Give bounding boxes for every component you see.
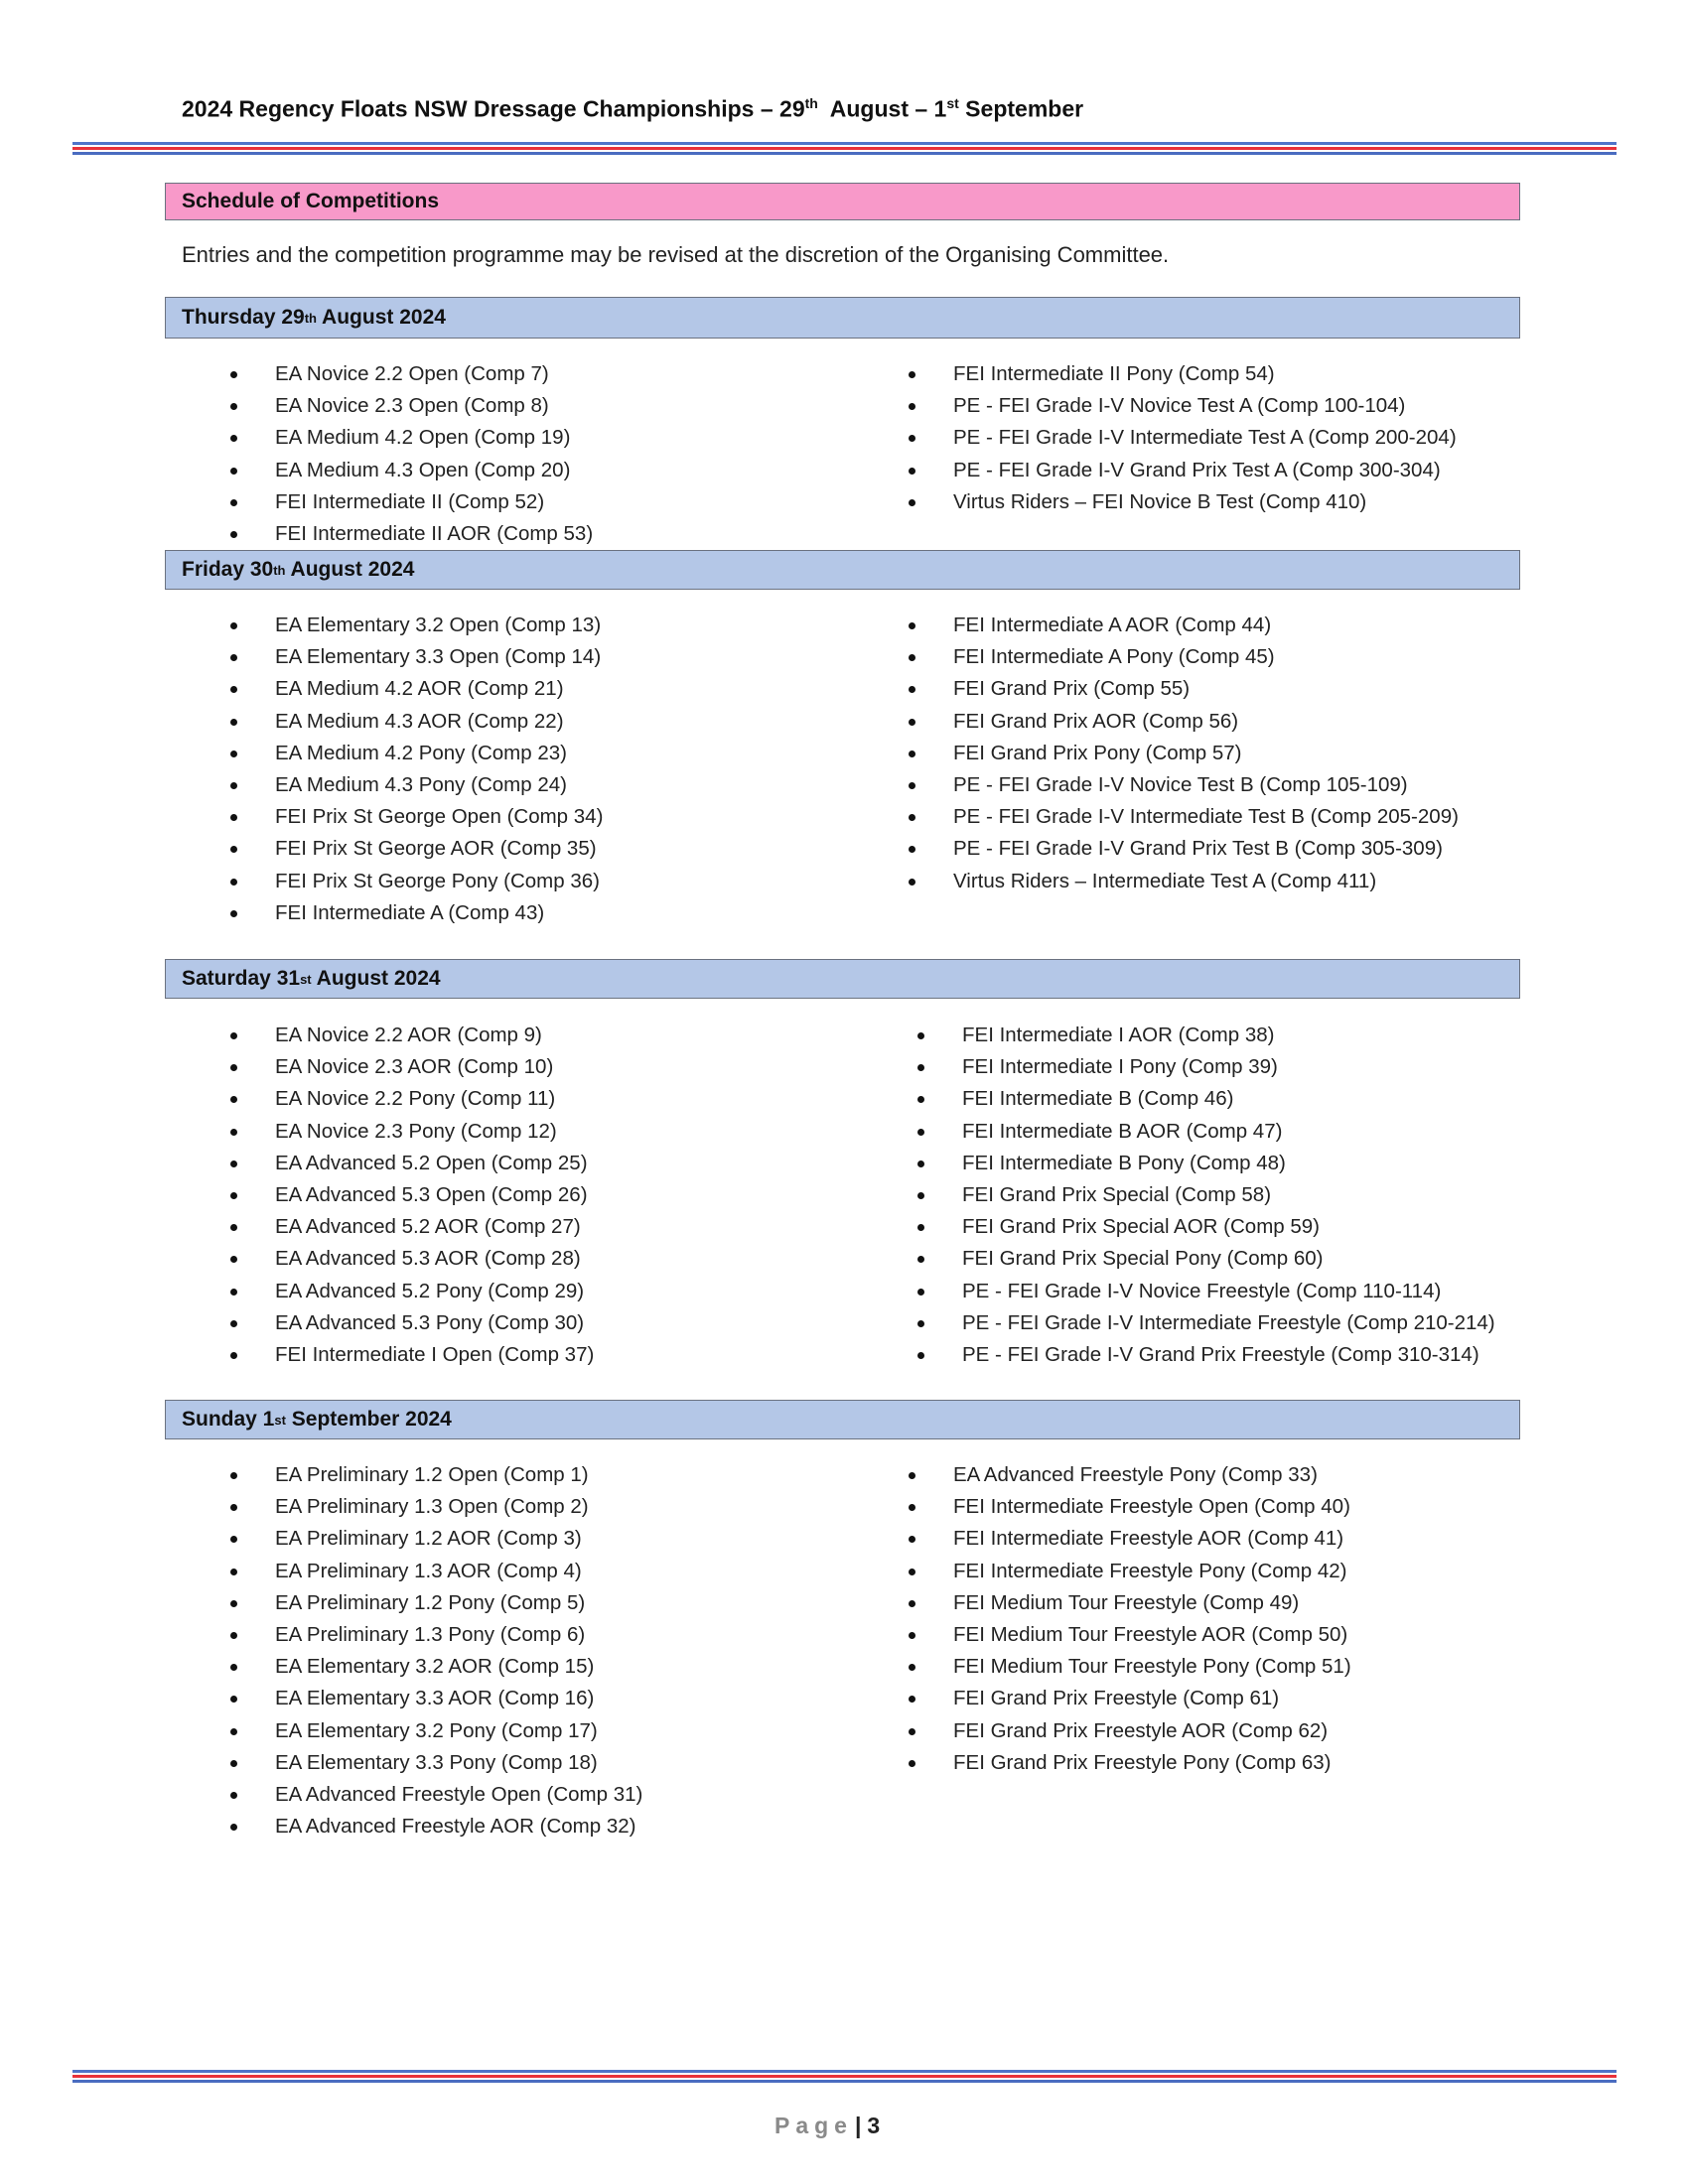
list-item: FEI Intermediate B (Comp 46) [917, 1083, 1495, 1115]
list-item: EA Advanced 5.2 AOR (Comp 27) [230, 1211, 594, 1243]
title-sup-2: st [946, 95, 959, 111]
list-item: EA Novice 2.3 Open (Comp 8) [230, 390, 593, 422]
list-item: PE - FEI Grade I-V Intermediate Test B (Comp 205-209) [909, 801, 1459, 833]
list-item: FEI Grand Prix Freestyle (Comp 61) [909, 1683, 1351, 1714]
list-item: EA Novice 2.2 Pony (Comp 11) [230, 1083, 594, 1115]
day-label-rest: August 2024 [317, 306, 446, 329]
saturday-left-list [230, 1020, 594, 1371]
list-item: FEI Grand Prix (Comp 55) [909, 673, 1459, 705]
list-item: EA Advanced 5.3 Open (Comp 26) [230, 1179, 594, 1211]
title-text-3: September [958, 95, 1084, 122]
list-item: FEI Intermediate Freestyle Pony (Comp 42) [909, 1556, 1351, 1587]
list-item: EA Elementary 3.3 AOR (Comp 16) [230, 1683, 642, 1714]
list-item: EA Elementary 3.2 Pony (Comp 17) [230, 1715, 642, 1747]
day-label-rest: August 2024 [311, 967, 441, 990]
list-item: FEI Grand Prix Special (Comp 58) [917, 1179, 1495, 1211]
footer-divider [72, 2070, 1617, 2085]
sunday-right-list [909, 1459, 1351, 1779]
list-item: FEI Grand Prix Special AOR (Comp 59) [917, 1211, 1495, 1243]
list-item: EA Medium 4.2 Open (Comp 19) [230, 422, 593, 454]
list-item: EA Advanced 5.2 Pony (Comp 29) [230, 1276, 594, 1307]
list-item: EA Preliminary 1.3 Pony (Comp 6) [230, 1619, 642, 1651]
day-label-sup: th [304, 310, 317, 326]
list-item: FEI Intermediate I AOR (Comp 38) [917, 1020, 1495, 1051]
list-item: EA Medium 4.2 AOR (Comp 21) [230, 673, 603, 705]
list-item: FEI Grand Prix Freestyle AOR (Comp 62) [909, 1715, 1351, 1747]
day-label-sup: st [274, 1412, 286, 1428]
list-item: EA Elementary 3.3 Pony (Comp 18) [230, 1747, 642, 1779]
list-item: FEI Intermediate B AOR (Comp 47) [917, 1116, 1495, 1148]
list-item: EA Medium 4.3 AOR (Comp 22) [230, 706, 603, 738]
list-item: EA Advanced Freestyle Open (Comp 31) [230, 1779, 642, 1811]
friday-right-list [909, 610, 1459, 897]
title-sup-1: th [804, 95, 818, 111]
list-item: FEI Intermediate II AOR (Comp 53) [230, 518, 593, 550]
day-label: Friday 30 [182, 558, 274, 581]
list-item: FEI Grand Prix Freestyle Pony (Comp 63) [909, 1747, 1351, 1779]
list-item: EA Elementary 3.3 Open (Comp 14) [230, 641, 603, 673]
day-label-sup: st [300, 971, 312, 987]
day-heading-sunday [165, 1400, 1520, 1439]
list-item: FEI Intermediate A (Comp 43) [230, 897, 603, 929]
list-item: FEI Grand Prix Pony (Comp 57) [909, 738, 1459, 769]
list-item: FEI Prix St George AOR (Comp 35) [230, 833, 603, 865]
page-number-value: 3 [867, 2113, 881, 2138]
list-item: FEI Medium Tour Freestyle Pony (Comp 51) [909, 1651, 1351, 1683]
day-label: Saturday 31 [182, 967, 301, 990]
document-title [182, 95, 1083, 123]
list-item: EA Advanced 5.2 Open (Comp 25) [230, 1148, 594, 1179]
day-heading-saturday [165, 959, 1520, 999]
list-item: EA Novice 2.3 AOR (Comp 10) [230, 1051, 594, 1083]
saturday-right-list [917, 1020, 1495, 1371]
day-label-rest: August 2024 [285, 558, 415, 581]
list-item: EA Novice 2.3 Pony (Comp 12) [230, 1116, 594, 1148]
thursday-left-list [230, 358, 593, 550]
list-item: EA Advanced Freestyle Pony (Comp 33) [909, 1459, 1351, 1491]
list-item: FEI Intermediate I Open (Comp 37) [230, 1339, 594, 1371]
list-item: FEI Medium Tour Freestyle AOR (Comp 50) [909, 1619, 1351, 1651]
schedule-note: Entries and the competition programme may be revised at the discretion of the Organising Committee. [182, 242, 1170, 267]
title-text-2: August – 1 [817, 95, 947, 122]
list-item: FEI Intermediate II (Comp 52) [230, 486, 593, 518]
list-item: EA Medium 4.3 Pony (Comp 24) [230, 769, 603, 801]
list-item: PE - FEI Grade I-V Grand Prix Test B (Comp 305-309) [909, 833, 1459, 865]
list-item: EA Medium 4.2 Pony (Comp 23) [230, 738, 603, 769]
list-item: FEI Intermediate Freestyle Open (Comp 40) [909, 1491, 1351, 1523]
list-item: EA Preliminary 1.3 Open (Comp 2) [230, 1491, 642, 1523]
list-item: PE - FEI Grade I-V Novice Test A (Comp 100-104) [909, 390, 1457, 422]
list-item: EA Preliminary 1.2 Pony (Comp 5) [230, 1587, 642, 1619]
list-item: PE - FEI Grade I-V Grand Prix Freestyle (Comp 310-314) [917, 1339, 1495, 1371]
list-item: EA Advanced 5.3 Pony (Comp 30) [230, 1307, 594, 1339]
list-item: FEI Grand Prix AOR (Comp 56) [909, 706, 1459, 738]
title-text-1: 2024 Regency Floats NSW Dressage Championships – 29 [182, 95, 805, 122]
list-item: EA Preliminary 1.3 AOR (Comp 4) [230, 1556, 642, 1587]
friday-left-list [230, 610, 603, 929]
list-item: EA Elementary 3.2 AOR (Comp 15) [230, 1651, 642, 1683]
list-item: Virtus Riders – Intermediate Test A (Comp 411) [909, 866, 1459, 897]
list-item: FEI Intermediate II Pony (Comp 54) [909, 358, 1457, 390]
list-item: FEI Prix St George Pony (Comp 36) [230, 866, 603, 897]
list-item: PE - FEI Grade I-V Intermediate Test A (Comp 200-204) [909, 422, 1457, 454]
day-label: Thursday 29 [182, 306, 305, 329]
list-item: FEI Intermediate A AOR (Comp 44) [909, 610, 1459, 641]
day-heading-thursday [165, 297, 1520, 339]
header-divider [72, 142, 1617, 157]
day-heading-friday [165, 550, 1520, 590]
thursday-right-list [909, 358, 1457, 518]
list-item: FEI Medium Tour Freestyle (Comp 49) [909, 1587, 1351, 1619]
list-item: FEI Intermediate A Pony (Comp 45) [909, 641, 1459, 673]
schedule-heading-text: Schedule of Competitions [182, 190, 440, 212]
list-item: FEI Prix St George Open (Comp 34) [230, 801, 603, 833]
list-item: EA Preliminary 1.2 AOR (Comp 3) [230, 1523, 642, 1555]
list-item: PE - FEI Grade I-V Intermediate Freestyle (Comp 210-214) [917, 1307, 1495, 1339]
day-label-rest: September 2024 [285, 1408, 452, 1431]
list-item: Virtus Riders – FEI Novice B Test (Comp 410) [909, 486, 1457, 518]
list-item: EA Novice 2.2 Open (Comp 7) [230, 358, 593, 390]
list-item: EA Elementary 3.2 Open (Comp 13) [230, 610, 603, 641]
list-item: EA Preliminary 1.2 Open (Comp 1) [230, 1459, 642, 1491]
list-item: PE - FEI Grade I-V Novice Freestyle (Comp 110-114) [917, 1276, 1495, 1307]
list-item: PE - FEI Grade I-V Grand Prix Test A (Comp 300-304) [909, 455, 1457, 486]
schedule-heading [165, 183, 1520, 220]
list-item: FEI Intermediate Freestyle AOR (Comp 41) [909, 1523, 1351, 1555]
page-word: Page [774, 2113, 853, 2138]
day-label: Sunday 1 [182, 1408, 275, 1431]
list-item: EA Advanced Freestyle AOR (Comp 32) [230, 1811, 642, 1843]
list-item: EA Novice 2.2 AOR (Comp 9) [230, 1020, 594, 1051]
list-item: FEI Intermediate I Pony (Comp 39) [917, 1051, 1495, 1083]
list-item: FEI Intermediate B Pony (Comp 48) [917, 1148, 1495, 1179]
list-item: PE - FEI Grade I-V Novice Test B (Comp 105-109) [909, 769, 1459, 801]
day-label-sup: th [273, 562, 286, 578]
page-number [774, 2113, 880, 2139]
list-item: FEI Grand Prix Special Pony (Comp 60) [917, 1243, 1495, 1275]
list-item: EA Advanced 5.3 AOR (Comp 28) [230, 1243, 594, 1275]
page-separator: | [854, 2113, 862, 2138]
list-item: EA Medium 4.3 Open (Comp 20) [230, 455, 593, 486]
sunday-left-list [230, 1459, 642, 1843]
